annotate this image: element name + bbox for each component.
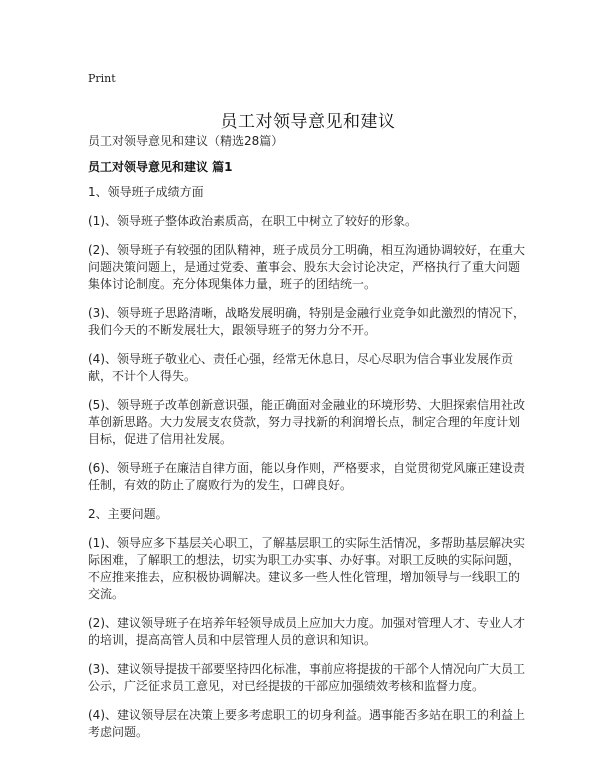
document-body	[88, 184, 528, 753]
paragraph: (2)、建议领导班子在培养年轻领导成员上应加大力度。加强对管理人才、专业人才的培训，提高高管人员和中层管理人员的意识和知识。	[88, 616, 526, 647]
page-title: 员工对领导意见和建议	[220, 112, 396, 133]
paragraph: (6)、领导班子在廉洁自律方面，能以身作则，严格要求，自觉贯彻党风廉正建设责任制，有效的防止了腐败行为的发生，口碑良好。	[88, 461, 526, 492]
paragraph: (5)、领导班子改革创新意识强，能正确面对金融业的环境形势、大胆探索信用社改革创新思路。大力发展支农贷款，努力寻找新的利润增长点，制定合理的年度计划目标，促进了信用社发展。	[88, 398, 526, 446]
paragraph: (1)、领导班子整体政治素质高，在职工中树立了较好的形象。	[88, 214, 418, 228]
paragraph: (4)、建议领导层在决策上要多考虑职工的切身利益。遇事能否多站在职工的利益上考虑问题。	[88, 708, 526, 739]
paragraph: (2)、领导班子有较强的团队精神，班子成员分工明确，相互沟通协调较好，在重大问题决策问题上，是通过党委、董事会、股东大会讨论决定，严格执行了重大问题集体讨论制度。充分体现集体力量，班子的团结统一。	[88, 243, 526, 291]
paragraph: 2、主要问题。	[88, 507, 168, 521]
paragraph: 1、领导班子成绩方面	[88, 185, 204, 199]
section-heading: 员工对领导意见和建议 篇1	[88, 160, 233, 174]
document-subtitle: 员工对领导意见和建议（精选28篇）	[88, 134, 284, 148]
paragraph: (1)、领导应多下基层关心职工，了解基层职工的实际生活情况，多帮助基层解决实际困难，了解职工的想法，切实为职工办实事、办好事。对职工反映的实际问题，不应推来推去，应积极协调解决。建议多一些人性化管理，增加领导与一线职工的交流。	[88, 536, 526, 601]
paragraph: (4)、领导班子敬业心、责任心强，经常无休息日，尽心尽职为信合事业发展作贡献，不计个人得失。	[88, 352, 514, 383]
paragraph: (3)、建议领导提拔干部要坚持四化标准，事前应将提拔的干部个人情况向广大员工公示，广泛征求员工意见，对已经提拔的干部应加强绩效考核和监督力度。	[88, 662, 526, 693]
paragraph: (3)、领导班子思路清晰，战略发展明确，特别是金融行业竞争如此激烈的情况下，我们今天的不断发展壮大，跟领导班子的努力分不开。	[88, 306, 526, 337]
print-link[interactable]: Print	[88, 72, 116, 85]
